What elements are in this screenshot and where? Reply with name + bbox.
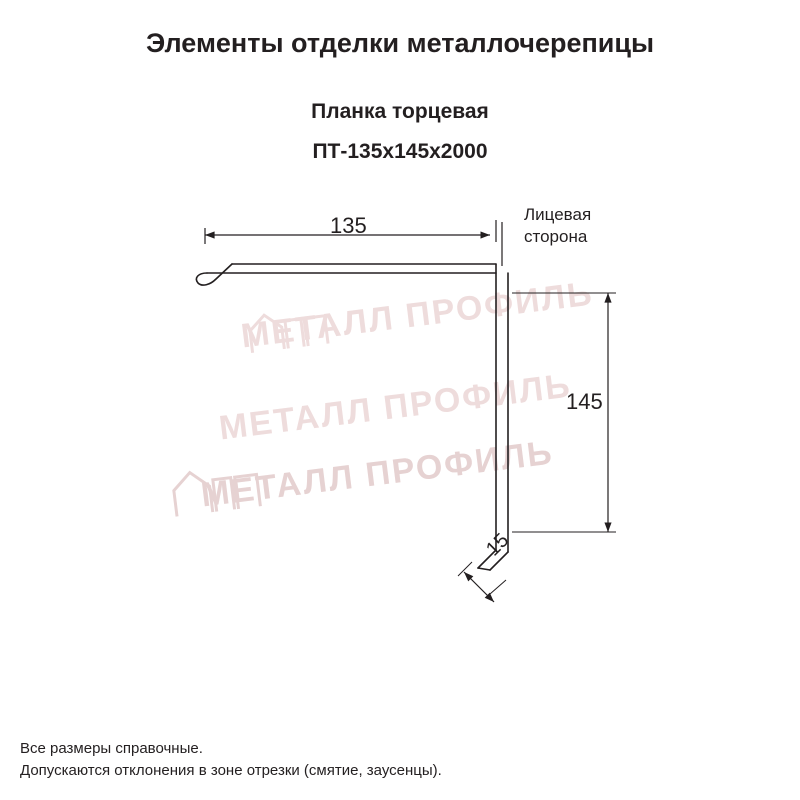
- product-code: ПТ-135x145x2000: [312, 140, 488, 163]
- dimension-width-label: 135: [330, 213, 367, 238]
- page-title: Элементы отделки металлочерепицы: [145, 28, 655, 58]
- face-side-label-line2: сторона: [524, 227, 588, 246]
- face-side-label-line1: Лицевая: [524, 205, 592, 224]
- footnote-line-2: Допускаются отклонения в зоне отрезки (смятие, заусенцы).: [20, 762, 442, 779]
- watermark-text: МЕТАЛЛ ПРОФИЛЬ: [216, 366, 574, 448]
- footnote-line-1: Все размеры справочные.: [20, 740, 203, 757]
- dimension-height-label: 145: [566, 389, 603, 414]
- footnotes: [20, 738, 442, 782]
- watermark-text: МЕТАЛЛ ПРОФИЛЬ: [198, 433, 556, 515]
- dimension-flange-label: 15: [482, 529, 514, 561]
- face-side-label: [524, 204, 591, 248]
- watermark-text: МЕТАЛЛ ПРОФИЛЬ: [238, 274, 596, 356]
- product-name: Планка торцевая: [311, 100, 489, 123]
